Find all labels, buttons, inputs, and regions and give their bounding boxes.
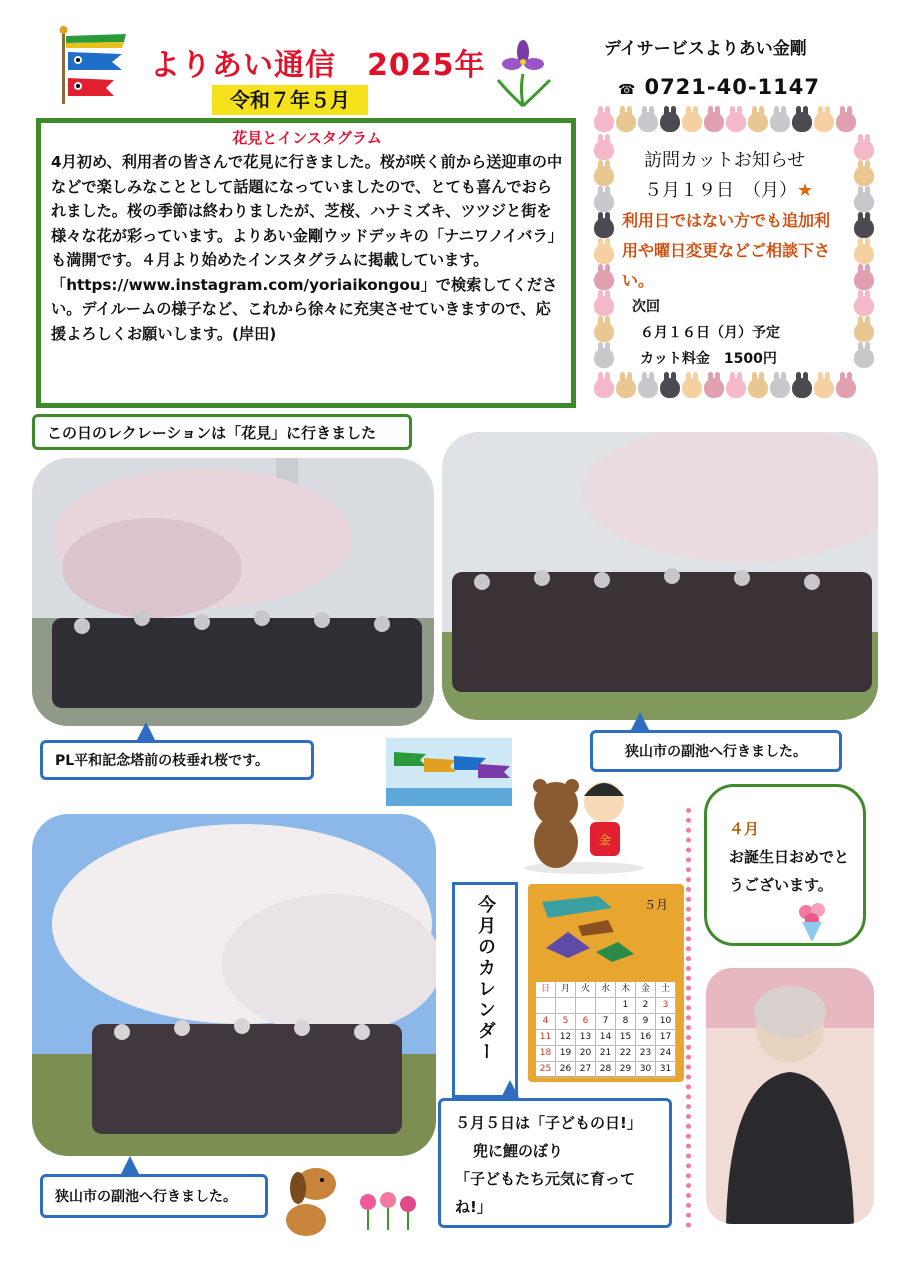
bunny-icon xyxy=(594,348,614,368)
bunny-icon xyxy=(854,270,874,290)
calendar-day: 4 xyxy=(536,1014,556,1030)
calendar-day: 28 xyxy=(596,1062,616,1078)
hanami-article xyxy=(36,118,576,408)
calendar-day: 29 xyxy=(616,1062,636,1078)
calendar-grid xyxy=(536,982,676,1076)
recreation-caption: この日のレクレーションは「花見」に行きました xyxy=(32,414,412,450)
photo-sayama-group-1 xyxy=(442,432,878,720)
bunny-border-left xyxy=(594,140,614,368)
haircut-notice xyxy=(588,104,882,400)
bunny-icon xyxy=(594,244,614,264)
birthday-month: ４月 xyxy=(729,820,760,838)
calendar-day xyxy=(576,998,596,1014)
bunny-icon xyxy=(594,378,614,398)
calendar-label-box xyxy=(452,882,518,1098)
bunny-icon xyxy=(854,348,874,368)
bunny-icon xyxy=(792,378,812,398)
iris-flower-icon xyxy=(492,38,554,108)
bunny-icon xyxy=(770,112,790,132)
notice-date xyxy=(644,176,813,202)
calendar-day: 30 xyxy=(636,1062,656,1078)
calendar-day: 26 xyxy=(556,1062,576,1078)
bunny-icon xyxy=(638,378,658,398)
bunny-border-bottom xyxy=(594,378,856,398)
calendar-day: 11 xyxy=(536,1030,556,1046)
bunny-icon xyxy=(704,112,724,132)
bunny-icon xyxy=(814,378,834,398)
calendar-weekday: 日 xyxy=(536,982,556,998)
notice-title: 訪問カットお知らせ xyxy=(644,150,806,171)
bouquet-icon xyxy=(790,898,836,944)
article-body: 4月初め、利用者の皆さんで花見に行きました。桜が咲く前から送迎車の中などで楽しみなこととして話題になっていましたので、とても喜んでおられました。桜の季節は終わりましたが、芝桜、ハナミズキ、ツツジと街を様々な花が彩っています。よりあい金剛ウッドデッキの「ナニワノイバラ」も満開です。４月より始めたインスタグラムに掲載しています。 xyxy=(51,153,563,269)
calendar-day: 10 xyxy=(656,1014,676,1030)
calendar-day: 20 xyxy=(576,1046,596,1062)
birthday-box xyxy=(704,784,866,946)
bunny-icon xyxy=(594,322,614,342)
calendar-month: ５月 xyxy=(643,898,668,912)
bunny-icon xyxy=(854,296,874,316)
calendar-label: 今月のカレンダー xyxy=(475,895,496,1063)
calendar-day: 3 xyxy=(656,998,676,1014)
notice-date-text: ５月１９日 （月） xyxy=(644,180,797,201)
calendar-day: 24 xyxy=(656,1046,676,1062)
bunny-icon xyxy=(594,218,614,238)
bunny-icon xyxy=(854,244,874,264)
calendar-day: 15 xyxy=(616,1030,636,1046)
article-heading: 花見とインスタグラム xyxy=(232,129,382,147)
next-label: 次回 xyxy=(632,299,660,315)
calendar-day: 22 xyxy=(616,1046,636,1062)
bear-kintaro-illustration xyxy=(520,764,648,876)
phone-number xyxy=(618,75,820,99)
bunny-icon xyxy=(748,112,768,132)
childrens-day-line1: ５月５日は「子どもの日!」 xyxy=(455,1114,642,1132)
bunny-icon xyxy=(594,112,614,132)
calendar-day: 13 xyxy=(576,1030,596,1046)
caption-tail xyxy=(120,1156,140,1176)
koinobori-icon xyxy=(56,26,136,106)
bunny-icon xyxy=(854,192,874,212)
bunny-icon xyxy=(660,112,680,132)
calendar-day: 17 xyxy=(656,1030,676,1046)
calendar-day: 25 xyxy=(536,1062,556,1078)
calendar-day: 2 xyxy=(636,998,656,1014)
phone-icon: ☎ xyxy=(618,82,637,98)
calendar-day: 21 xyxy=(596,1046,616,1062)
bunny-icon xyxy=(726,378,746,398)
photo-sayama-group-2 xyxy=(32,814,436,1156)
calendar-day: 8 xyxy=(616,1014,636,1030)
calendar-day: 16 xyxy=(636,1030,656,1046)
era-date: 令和７年５月 xyxy=(212,85,368,115)
bunny-icon xyxy=(594,166,614,186)
koinobori-banner-icon xyxy=(386,738,512,806)
calendar-weekday: 土 xyxy=(656,982,676,998)
calendar-day: 1 xyxy=(616,998,636,1014)
bunny-icon xyxy=(682,112,702,132)
bunny-icon xyxy=(814,112,834,132)
calendar-day: 9 xyxy=(636,1014,656,1030)
bunny-icon xyxy=(638,112,658,132)
bunny-icon xyxy=(616,112,636,132)
calendar-weekday: 月 xyxy=(556,982,576,998)
bunny-border-top xyxy=(594,112,856,132)
photo-birthday-person xyxy=(706,968,874,1224)
bunny-icon xyxy=(836,378,856,398)
bunny-icon xyxy=(660,378,680,398)
calendar-day: 7 xyxy=(596,1014,616,1030)
pl-tower-caption: PL平和記念塔前の枝垂れ桜です。 xyxy=(40,740,314,780)
bunny-border-right xyxy=(854,140,874,368)
bunny-icon xyxy=(616,378,636,398)
calendar-day: 14 xyxy=(596,1030,616,1046)
phone-number-text: 0721-40-1147 xyxy=(644,75,821,99)
bunny-icon xyxy=(704,378,724,398)
bunny-icon xyxy=(594,296,614,316)
calendar-day: 19 xyxy=(556,1046,576,1062)
calendar-day: 18 xyxy=(536,1046,556,1062)
notice-message: 利用日ではない方でも追加利用や曜日変更などご相談下さい。 xyxy=(622,211,831,290)
cut-fee: カット料金 1500円 xyxy=(640,351,777,367)
calendar-day: 23 xyxy=(636,1046,656,1062)
caption-tail xyxy=(630,712,650,732)
bunny-icon xyxy=(854,322,874,342)
calendar-day xyxy=(556,998,576,1014)
calendar-weekday: 水 xyxy=(596,982,616,998)
bunny-icon xyxy=(594,192,614,212)
bunny-icon xyxy=(682,378,702,398)
next-date: ６月１６日（月）予定 xyxy=(640,325,780,341)
calendar-day: 6 xyxy=(576,1014,596,1030)
star-icon: ★ xyxy=(797,180,814,201)
childrens-day-box xyxy=(438,1098,672,1228)
svg-text:金: 金 xyxy=(598,833,612,847)
bunny-icon xyxy=(854,140,874,160)
birthday-message: お誕生日おめでとうございます。 xyxy=(729,848,850,894)
bunny-icon xyxy=(836,112,856,132)
bunny-icon xyxy=(594,140,614,160)
bunny-icon xyxy=(854,218,874,238)
newsletter-title: よりあい通信 2025年 xyxy=(150,48,486,83)
sayama-caption-2: 狭山市の副池へ行きました。 xyxy=(40,1174,268,1218)
childrens-day-line2: 兜に鯉のぼり xyxy=(473,1142,564,1160)
flowers-icon xyxy=(356,1190,420,1230)
calendar-weekday: 木 xyxy=(616,982,636,998)
bunny-icon xyxy=(594,270,614,290)
calendar-weekday: 火 xyxy=(576,982,596,998)
photo-pl-tower-group xyxy=(32,458,434,726)
organization-name: デイサービスよりあい金剛 xyxy=(604,39,807,59)
calendar-day: 5 xyxy=(556,1014,576,1030)
bunny-icon xyxy=(726,112,746,132)
dotted-divider xyxy=(686,808,697,1228)
bunny-icon xyxy=(792,112,812,132)
article-body-2: 「https://www.instagram.com/yoriaikongou」で検索してください。デイルームの様子など、これから徐々に充実させていきますので、応援よろしくお願いします。(岸田) xyxy=(51,275,558,343)
dog-illustration xyxy=(276,1160,344,1240)
may-calendar xyxy=(528,884,684,1082)
sayama-caption-1: 狭山市の副池へ行きました。 xyxy=(590,730,842,772)
calendar-day xyxy=(536,998,556,1014)
calendar-day: 31 xyxy=(656,1062,676,1078)
caption-tail xyxy=(500,1080,520,1100)
calendar-day: 27 xyxy=(576,1062,596,1078)
origami-decoration-icon xyxy=(538,892,638,972)
calendar-day: 12 xyxy=(556,1030,576,1046)
childrens-day-line3: 「子どもたち元気に育ってね!」 xyxy=(455,1170,636,1216)
calendar-day xyxy=(596,998,616,1014)
caption-tail xyxy=(136,722,156,742)
bunny-icon xyxy=(770,378,790,398)
bunny-icon xyxy=(748,378,768,398)
bunny-icon xyxy=(854,166,874,186)
calendar-weekday: 金 xyxy=(636,982,656,998)
